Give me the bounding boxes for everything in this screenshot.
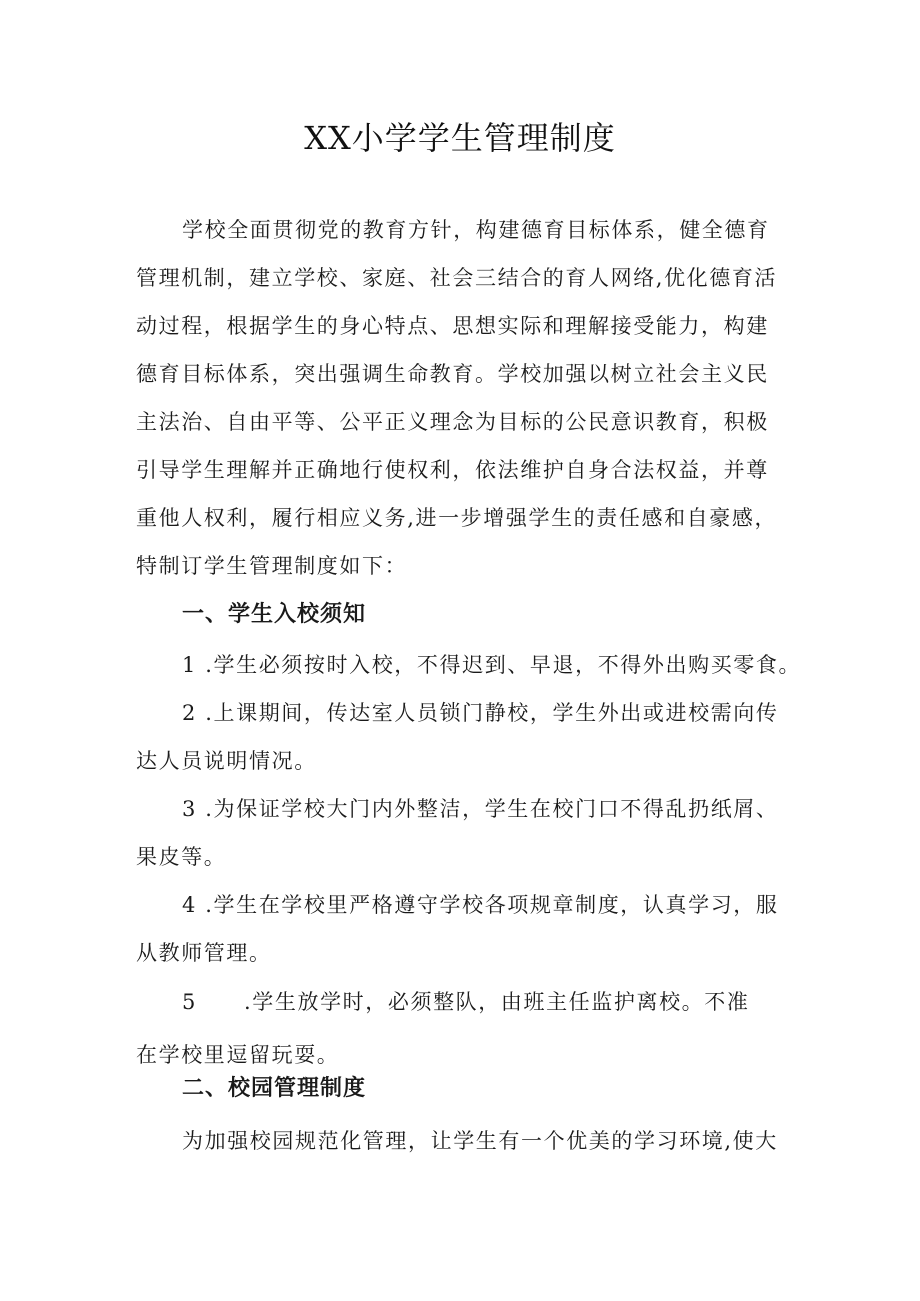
section-heading: 一、学生入校须知 bbox=[182, 602, 367, 627]
intro-line: 动过程，根据学生的身心特点、思想实际和理解接受能力，构建 bbox=[136, 314, 769, 338]
intro-line: 主法治、自由平等、公平正义理念为目标的公民意识教育，积极 bbox=[136, 410, 769, 434]
document-title: XX小学学生管理制度 bbox=[304, 119, 616, 157]
rule-item: 4 .学生在学校里严格遵守学校各项规章制度，认真学习，服 bbox=[182, 893, 779, 917]
intro-line: 引导学生理解并正确地行使权利，依法维护自身合法权益，并尊 bbox=[136, 458, 769, 482]
rule-item-continuation: 从教师管理。 bbox=[136, 941, 272, 965]
rule-item: 2 .上课期间，传达室人员锁门静校，学生外出或进校需向传 bbox=[182, 701, 779, 725]
rule-item-number: 5 bbox=[182, 990, 197, 1014]
intro-line: 学校全面贯彻党的教育方针，构建德育目标体系，健全德育 bbox=[182, 218, 770, 242]
rule-item-continuation: 在学校里逗留玩耍。 bbox=[136, 1043, 340, 1067]
rule-item: 1 .学生必须按时入校，不得迟到、早退，不得外出购买零食。 bbox=[182, 653, 802, 677]
intro-line: 德育目标体系，突出强调生命教育。学校加强以树立社会主义民 bbox=[136, 362, 769, 386]
rule-item-continuation: 果皮等。 bbox=[136, 845, 227, 869]
rule-item: .学生放学时，必须整队，由班主任监护离校。不准 bbox=[244, 990, 750, 1014]
intro-line: 特制订学生管理制度如下： bbox=[136, 554, 408, 578]
intro-line: 管理机制，建立学校、家庭、社会三结合的育人网络,优化德育活 bbox=[136, 266, 778, 290]
intro-line: 重他人权利，履行相应义务,进一步增强学生的责任感和自豪感， bbox=[136, 506, 778, 530]
body-line: 为加强校园规范化管理，让学生有一个优美的学习环境,使大 bbox=[182, 1129, 778, 1153]
section-heading: 二、校园管理制度 bbox=[182, 1076, 367, 1101]
rule-item-continuation: 达人员说明情况。 bbox=[136, 749, 317, 773]
rule-item: 3 .为保证学校大门内外整洁，学生在校门口不得乱扔纸屑、 bbox=[182, 797, 779, 821]
